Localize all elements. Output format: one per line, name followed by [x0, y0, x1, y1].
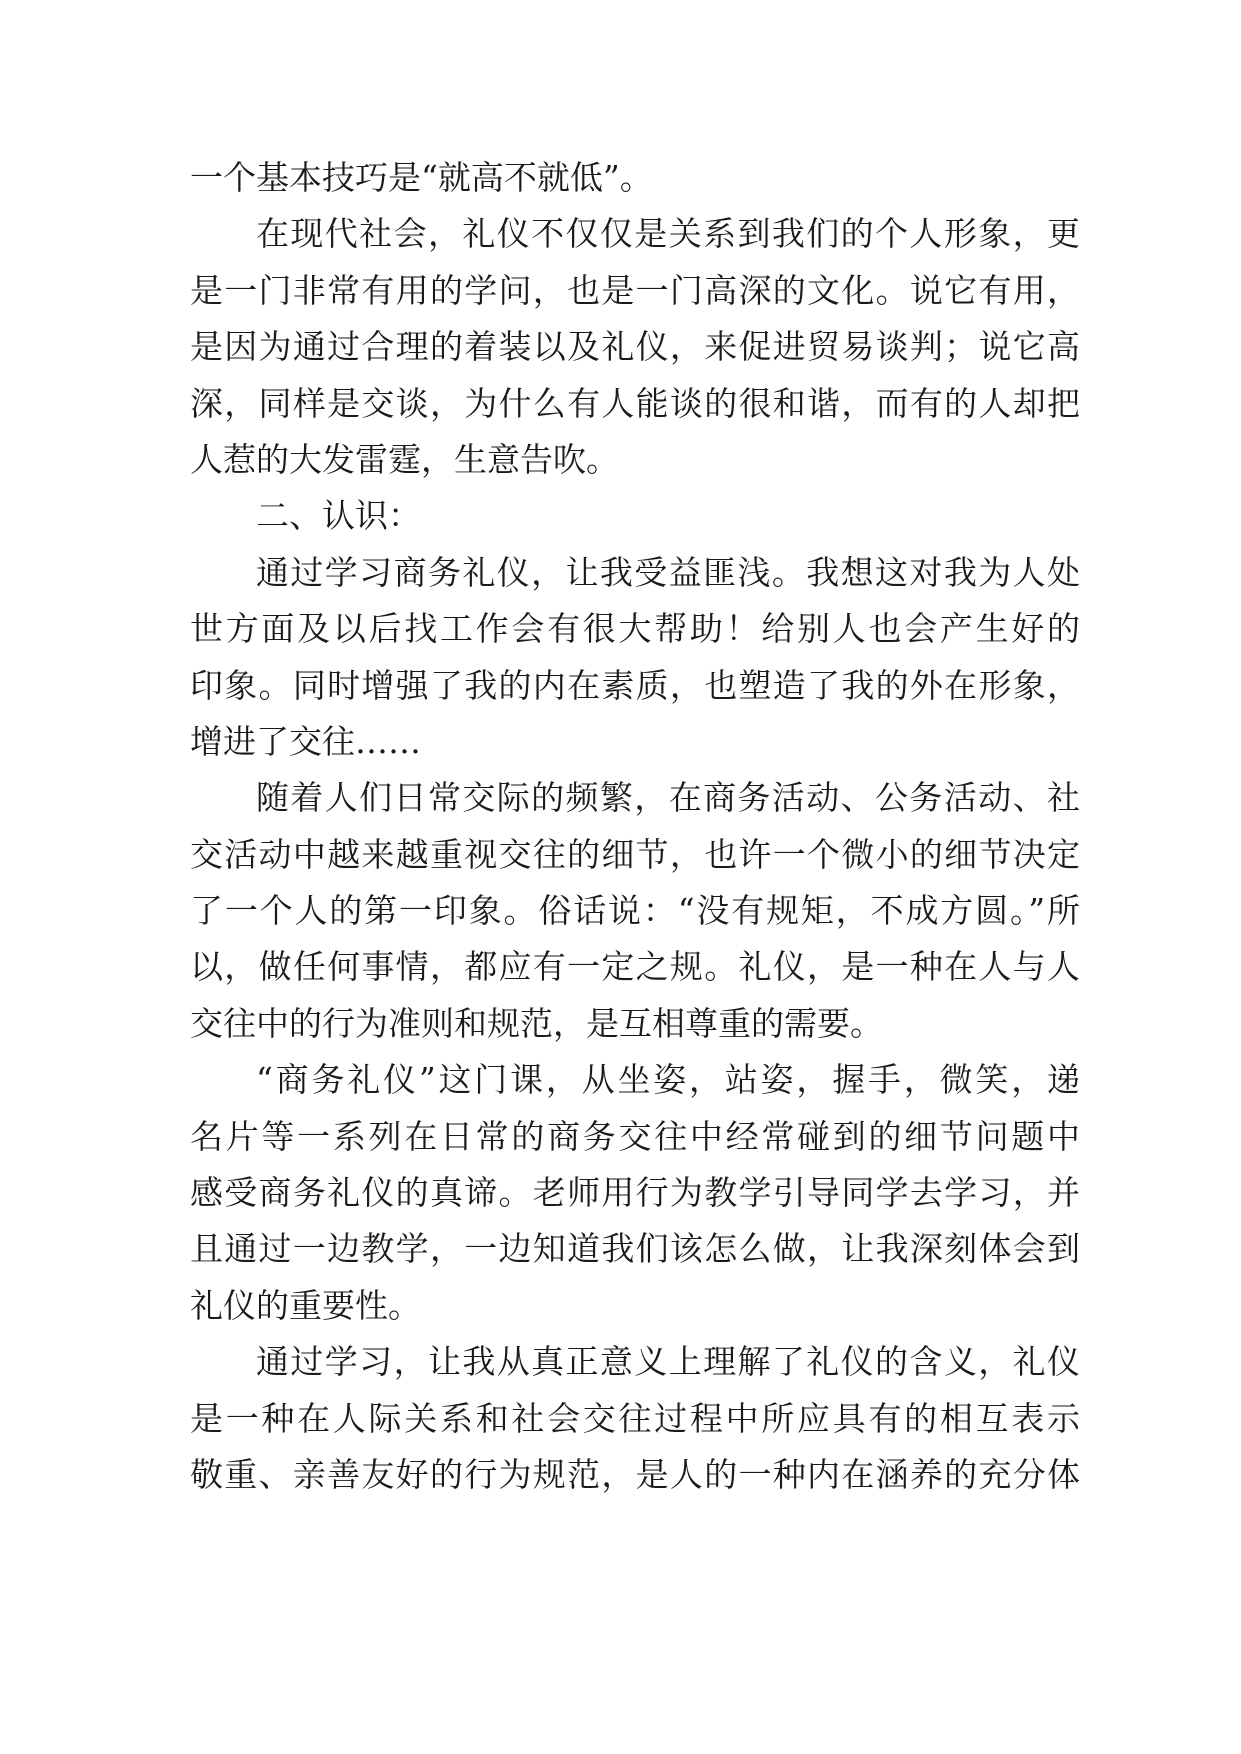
text-line: 印象。同时增强了我的内在素质，也塑造了我的外在形象，: [190, 665, 1080, 705]
text-line: 人惹的大发雷霆，生意告吹。: [190, 439, 619, 479]
text-line: 以，做任何事情，都应有一定之规。礼仪，是一种在人与人: [190, 947, 1080, 987]
text-line: 敬重、亲善友好的行为规范，是人的一种内在涵养的充分体: [190, 1454, 1080, 1494]
text-line: 世方面及以后找工作会有很大帮助！给别人也会产生好的: [190, 609, 1080, 649]
text-line: 名片等一系列在日常的商务交往中经常碰到的细节问题中: [190, 1116, 1080, 1156]
text-line: “商务礼仪”这门课，从坐姿，站姿，握手，微笑，递: [256, 1060, 1080, 1100]
text-line: 是一门非常有用的学问，也是一门高深的文化。说它有用，: [190, 270, 1080, 310]
text-line: 是因为通过合理的着装以及礼仪，来促进贸易谈判；说它高: [190, 327, 1080, 367]
text-line: 礼仪的重要性。: [190, 1285, 421, 1325]
document-body: [190, 150, 1080, 1503]
text-line: 在现代社会，礼仪不仅仅是关系到我们的个人形象，更: [256, 214, 1080, 254]
section-heading: 二、认识：: [256, 496, 421, 536]
text-line: 随着人们日常交际的频繁，在商务活动、公务活动、社: [256, 778, 1080, 818]
text-line: 深，同样是交谈，为什么有人能谈的很和谐，而有的人却把: [190, 383, 1080, 423]
text-line: 了一个人的第一印象。俗话说：“没有规矩，不成方圆。”所: [190, 891, 1080, 931]
text-line: 且通过一边教学，一边知道我们该怎么做，让我深刻体会到: [190, 1229, 1080, 1269]
text-line: 一个基本技巧是“就高不就低”。: [190, 158, 653, 197]
text-line: 增进了交往……: [190, 721, 421, 761]
text-line: 交往中的行为准则和规范，是互相尊重的需要。: [190, 1003, 883, 1043]
text-line: 通过学习，让我从真正意义上理解了礼仪的含义，礼仪: [256, 1342, 1080, 1382]
text-line: 通过学习商务礼仪，让我受益匪浅。我想这对我为人处: [256, 552, 1080, 592]
text-line: 是一种在人际关系和社会交往过程中所应具有的相互表示: [190, 1398, 1080, 1438]
text-line: 交活动中越来越重视交往的细节，也许一个微小的细节决定: [190, 834, 1080, 874]
text-line: 感受商务礼仪的真谛。老师用行为教学引导同学去学习，并: [190, 1173, 1080, 1213]
